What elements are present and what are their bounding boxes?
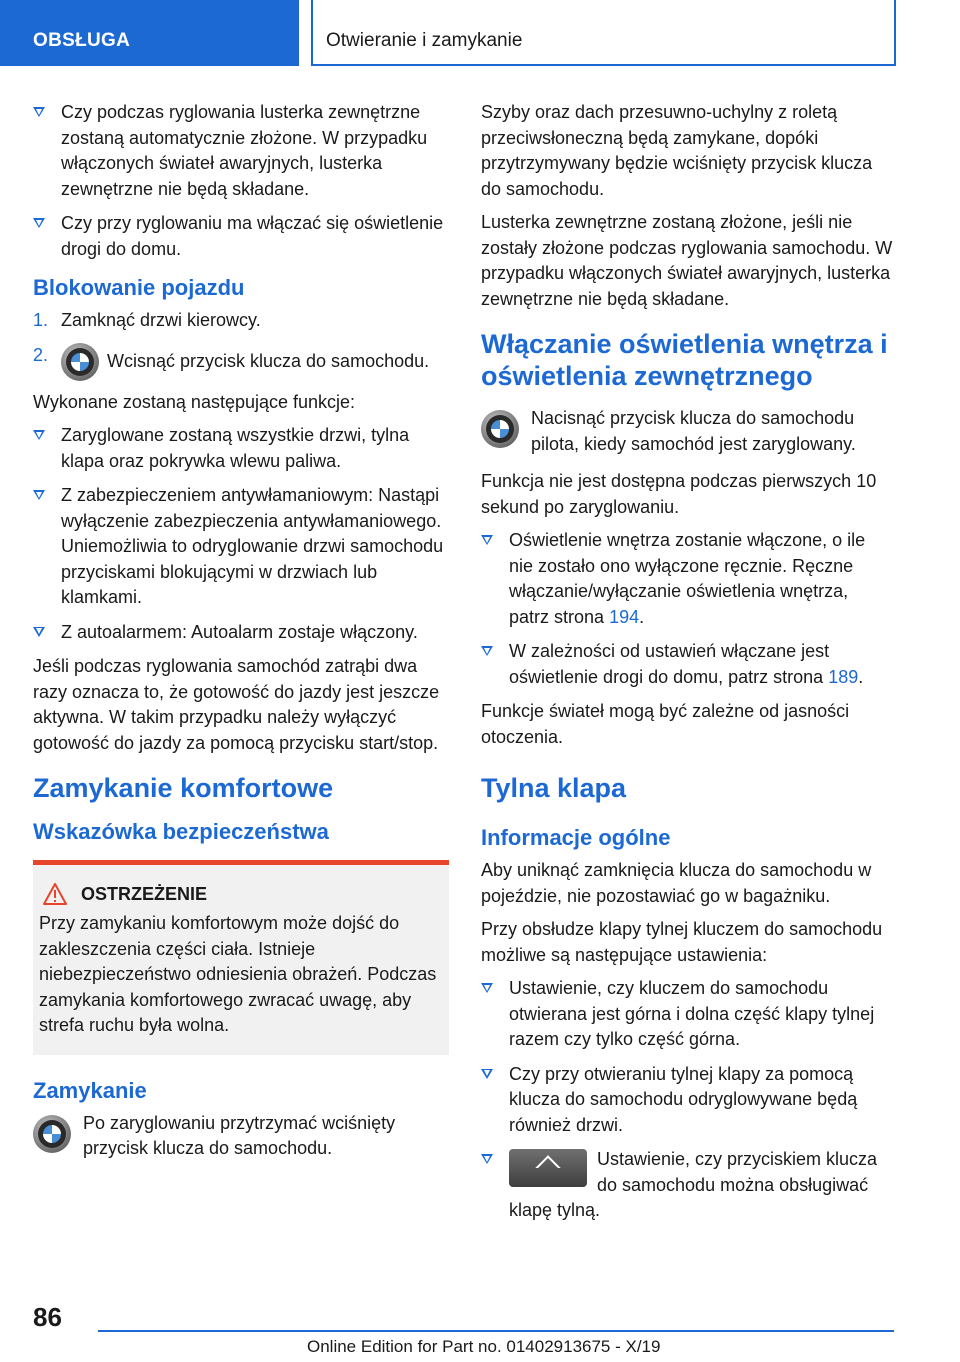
header-chapter-box: [311, 0, 896, 66]
list-item: Zaryglowane zostaną wszystkie drzwi, tylna klapa oraz pokrywka wlewu paliwa.: [33, 423, 449, 474]
page-link-189[interactable]: 189: [828, 666, 859, 687]
list-item: Czy podczas ryglowania lusterka zewnętrzne zostaną automatycznie złożone. W przypadku włączonych świateł awaryjnych, lusterka zewnętrzne nie będą składane.: [33, 100, 449, 202]
page-link-194[interactable]: 194: [609, 606, 640, 627]
heading-lighting: Włączanie oświetlenia wnętrza i oświetlenia zewnętrznego: [481, 329, 888, 391]
warning-title: OSTRZEŻENIE: [81, 883, 208, 904]
list-item: W zależności od ustawień włączane jest oświetlenie drogi do domu, patrz strona 189.: [481, 639, 893, 690]
lights-paragraph: Funkcje świateł mogą być zależne od jasności otoczenia.: [481, 701, 850, 747]
list-item: Oświetlenie wnętrza zostanie włączone, o ile nie zostało ono wyłączone ręcznie. Ręczne włączanie/wyłączanie oświetlenia wnętrza, patrz strona 194.: [481, 528, 893, 630]
bullet-triangle-icon: [481, 983, 493, 993]
page-number: 86: [33, 1302, 62, 1332]
bullet-triangle-icon: [33, 430, 45, 440]
general-paragraph-2: Przy obsłudze klapy tylnej kluczem do samochodu możliwe są następujące ustawienia:: [481, 919, 883, 965]
function-bullet-list: [33, 423, 449, 645]
list-item: 2. Wcisnąć przycisk klucza do samochodu.: [33, 343, 449, 381]
left-column: [33, 100, 449, 1174]
warning-triangle-icon: [43, 883, 67, 905]
bullet-triangle-icon: [481, 1154, 493, 1164]
tailgate-key-button-icon: [509, 1149, 587, 1187]
heading-blokowanie: Blokowanie pojazdu: [33, 275, 245, 300]
list-item: Czy przy ryglowaniu ma włączać się oświetlenie drogi do domu.: [33, 211, 449, 262]
settings-bullet-list: [481, 976, 893, 1224]
step-list: [33, 308, 449, 381]
closing-icon-paragraph: [33, 1111, 449, 1162]
lighting-note: Funkcja nie jest dostępna podczas pierwszych 10 sekund po zaryglowaniu.: [481, 471, 877, 517]
heading-general-info: Informacje ogólne: [481, 825, 671, 850]
warning-title-row: [39, 883, 441, 905]
bmw-key-icon: [61, 343, 99, 381]
header-chapter-title: Otwieranie i zamykanie: [326, 30, 523, 51]
bullet-triangle-icon: [33, 107, 45, 117]
heading-closing: Zamykanie: [33, 1077, 147, 1103]
bullet-triangle-icon: [481, 1069, 493, 1079]
list-item: Ustawienie, czy kluczem do samochodu otwierana jest górna i dolna część klapy tylnej razem czy tylko część górna.: [481, 976, 893, 1053]
header-section-label: OBSŁUGA: [33, 30, 131, 51]
functions-intro: Wykonane zostaną następujące funkcje:: [33, 391, 356, 412]
horn-paragraph: Jeśli podczas ryglowania samochód zatrąbi dwa razy oznacza to, że gotowość do jazdy jest jeszcze aktywna. W takim przypadku należy wyłączyć gotowość do jazdy za pomocą przycisku start/stop.: [33, 656, 440, 753]
list-item: 1. Zamknąć drzwi kierowcy.: [33, 310, 261, 330]
bullet-triangle-icon: [481, 535, 493, 545]
heading-tailgate: Tylna klapa: [481, 773, 627, 803]
heading-comfort-closing: Zamykanie komfortowe: [33, 773, 334, 803]
bullet-triangle-icon: [481, 646, 493, 656]
lighting-bullet-list: [481, 528, 893, 690]
warning-text: Przy zamykaniu komfortowym może dojść do zakleszczenia części ciała. Istnieje niebezpieczeństwo odniesienia obrażeń. Podczas zamykania komfortowego zwracać uwagę, aby strefa ruchu była wolna.: [39, 913, 437, 1035]
heading-safety-note: Wskazówka bezpieczeństwa: [33, 819, 329, 844]
footer-divider: [98, 1330, 894, 1332]
windows-paragraph: Szyby oraz dach przesuwno-uchylny z roletą przeciwsłoneczną będą zamykane, dopóki przytrzymywany będzie wciśnięty przycisk klucza do samochodu.: [481, 102, 873, 199]
bmw-key-icon: [481, 410, 519, 448]
top-bullet-list: [33, 100, 449, 262]
mirrors-paragraph: Lusterka zewnętrzne zostaną złożone, jeśli nie zostały złożone podczas ryglowania samochodu. W przypadku włączonych świateł awaryjnych, lusterka zewnętrzne nie będą składane.: [481, 212, 893, 309]
footer-edition: Online Edition for Part no. 01402913675 - X/19: [307, 1337, 661, 1356]
bullet-triangle-icon: [33, 218, 45, 228]
bmw-key-icon: [33, 1115, 71, 1153]
lighting-icon-paragraph: [481, 406, 893, 457]
bullet-triangle-icon: [33, 627, 45, 637]
list-item: Czy przy otwieraniu tylnej klapy za pomocą klucza do samochodu odryglowywane będą również drzwi.: [481, 1062, 893, 1139]
bullet-triangle-icon: [33, 490, 45, 500]
list-item: Z autoalarmem: Autoalarm zostaje włączony.: [33, 620, 449, 646]
list-item: Z zabezpieczeniem antywłamaniowym: Nastąpi wyłączenie zabezpieczenia antywłamaniowego. Uniemożliwia to odryglowanie drzwi samochodu przyciskami blokującymi w drzwiach lub klamkami.: [33, 483, 449, 611]
header-section-tab: [0, 0, 299, 66]
list-item: Ustawienie, czy przyciskiem klucza do samochodu można obsługiwać klapę tylną.: [481, 1147, 893, 1224]
right-column: [481, 100, 893, 1233]
lighting-icon-text: Nacisnąć przycisk klucza do samochodu pilota, kiedy samochód jest zaryglowany.: [531, 408, 856, 454]
closing-text: Po zaryglowaniu przytrzymać wciśnięty przycisk klucza do samochodu.: [83, 1112, 396, 1158]
warning-box: [33, 860, 449, 1055]
general-paragraph-1: Aby uniknąć zamknięcia klucza do samochodu w pojeździe, nie pozostawiać go w bagażniku.: [481, 860, 872, 906]
